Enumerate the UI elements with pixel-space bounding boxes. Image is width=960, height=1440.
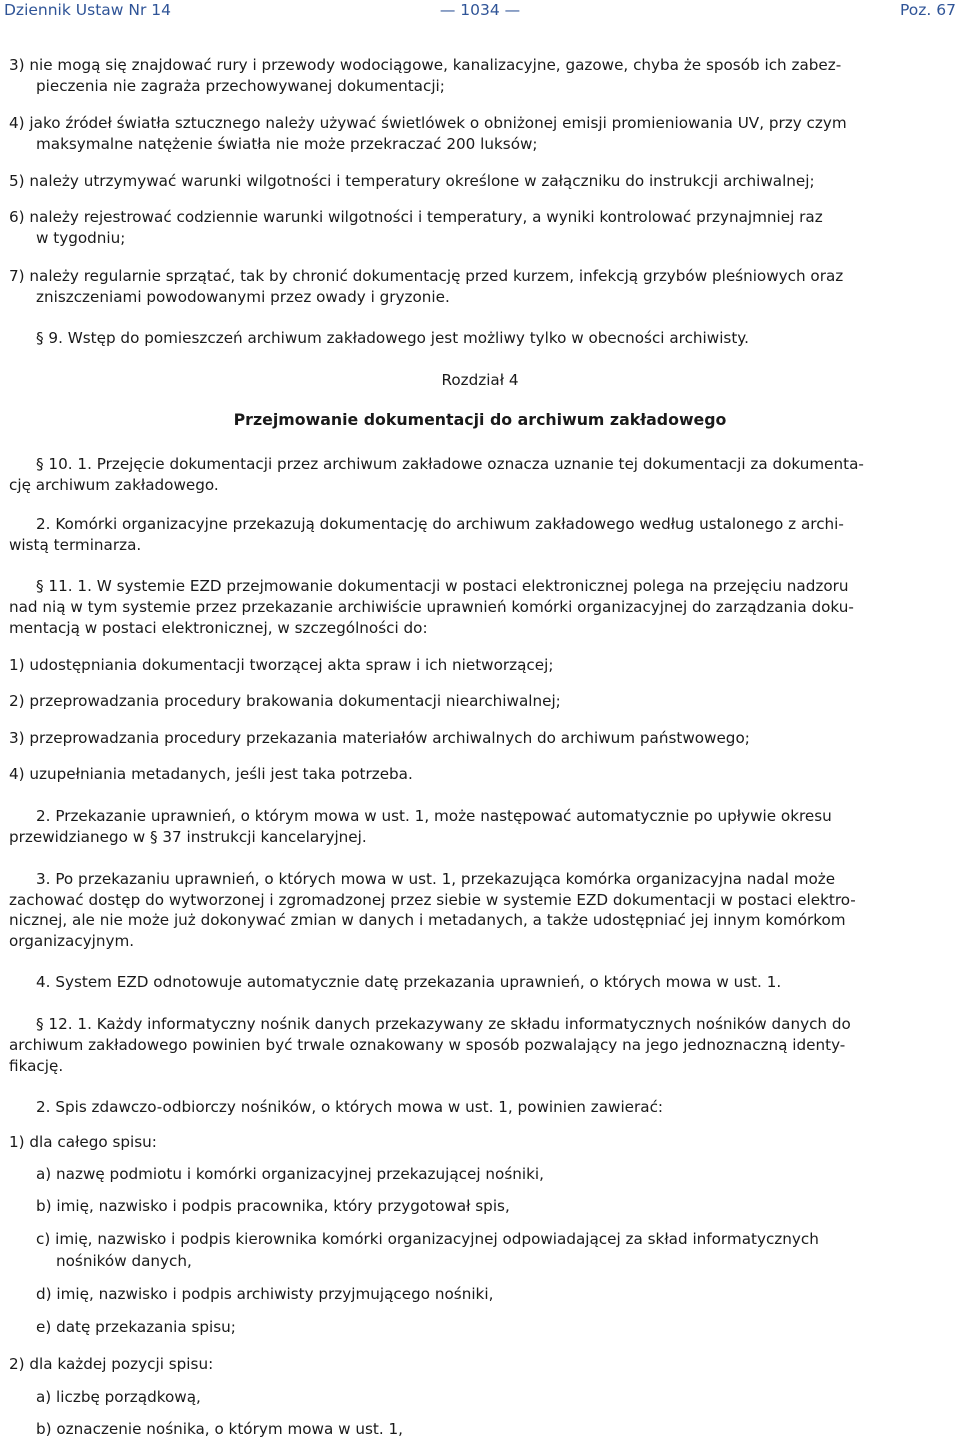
- chapter-number: Rozdział 4: [441, 371, 519, 389]
- list-item: 3) przeprowadzania procedury przekazania materiałów archiwalnych do archiwum państwowego;: [9, 729, 750, 747]
- list-subitem: c) imię, nazwisko i podpis kierownika komórki organizacyjnej odpowiadającej za skład informatycznych: [36, 1230, 819, 1248]
- list-subitem: d) imię, nazwisko i podpis archiwisty przyjmującego nośniki,: [36, 1285, 494, 1303]
- text-line: nad nią w tym systemie przez przekazanie archiwiście uprawnień komórki organizacyjnej do zarządzania doku-: [9, 598, 854, 616]
- list-subitem: e) datę przekazania spisu;: [36, 1318, 236, 1336]
- list-subitem: b) imię, nazwisko i podpis pracownika, który przygotował spis,: [36, 1197, 510, 1215]
- text-line: § 12. 1. Każdy informatyczny nośnik danych przekazywany ze składu informatycznych nośników danych do: [36, 1015, 851, 1033]
- text-line: w tygodniu;: [36, 229, 126, 247]
- text-line: zniszczeniami powodowanymi przez owady i gryzonie.: [36, 288, 450, 306]
- text-line: pieczenia nie zagraża przechowywanej dokumentacji;: [36, 77, 445, 95]
- text-line: 2. Komórki organizacyjne przekazują dokumentację do archiwum zakładowego według ustalonego z archi-: [36, 515, 844, 533]
- chapter-title: Przejmowanie dokumentacji do archiwum zakładowego: [233, 410, 727, 429]
- text-line: maksymalne natężenie światła nie może przekraczać 200 luksów;: [36, 135, 538, 153]
- page-header: [0, 0, 960, 22]
- position-number: Poz. 67: [900, 1, 956, 19]
- text-line: zachować dostęp do wytworzonej i zgromadzonej przez siebie w systemie EZD dokumentacji w postaci elektro-: [9, 891, 856, 909]
- list-item: 2) dla każdej pozycji spisu:: [9, 1355, 214, 1373]
- list-subitem: b) oznaczenie nośnika, o którym mowa w ust. 1,: [36, 1420, 403, 1438]
- text-line: wistą terminarza.: [9, 536, 142, 554]
- list-item: 4) uzupełniania metadanych, jeśli jest taka potrzeba.: [9, 765, 413, 783]
- text-line: nicznej, ale nie może już dokonywać zmian w danych i metadanych, a także udostępniać jej innym komórkom: [9, 911, 846, 929]
- page-number: — 1034 —: [439, 1, 521, 19]
- text-line: mentacją w postaci elektronicznej, w szczególności do:: [9, 619, 428, 637]
- text-line: 4. System EZD odnotowuje automatycznie datę przekazania uprawnień, o których mowa w ust. 1.: [36, 973, 782, 991]
- text-line: 2. Przekazanie uprawnień, o którym mowa w ust. 1, może następować automatycznie po upływie okresu: [36, 807, 832, 825]
- text-line: § 11. 1. W systemie EZD przejmowanie dokumentacji w postaci elektronicznej polega na przejęciu nadzoru: [36, 577, 849, 595]
- list-item: 2) przeprowadzania procedury brakowania dokumentacji niearchiwalnej;: [9, 692, 561, 710]
- journal-title: Dziennik Ustaw Nr 14: [4, 1, 171, 19]
- text-line: 5) należy utrzymywać warunki wilgotności i temperatury określone w załączniku do instrukcji archiwalnej;: [9, 172, 815, 190]
- text-line: cję archiwum zakładowego.: [9, 476, 219, 494]
- text-line: organizacyjnym.: [9, 932, 135, 950]
- text-line: § 10. 1. Przejęcie dokumentacji przez archiwum zakładowe oznacza uznanie tej dokumentacji za dokumenta-: [36, 455, 864, 473]
- list-item: 1) dla całego spisu:: [9, 1133, 157, 1151]
- section-paragraph: § 9. Wstęp do pomieszczeń archiwum zakładowego jest możliwy tylko w obecności archiwisty.: [36, 329, 749, 347]
- text-line: przewidzianego w § 37 instrukcji kancelaryjnej.: [9, 828, 367, 846]
- text-line: archiwum zakładowego powinien być trwale oznakowany w sposób pozwalający na jego jednoznaczną identy-: [9, 1036, 846, 1054]
- text-line: 3) nie mogą się znajdować rury i przewody wodociągowe, kanalizacyjne, gazowe, chyba że sposób ich zabez-: [9, 56, 842, 74]
- text-line: fikację.: [9, 1057, 64, 1075]
- text-line: 3. Po przekazaniu uprawnień, o których mowa w ust. 1, przekazująca komórka organizacyjna nadal może: [36, 870, 836, 888]
- list-item: 1) udostępniania dokumentacji tworzącej akta spraw i ich nietworzącej;: [9, 656, 554, 674]
- text-line: 6) należy rejestrować codziennie warunki wilgotności i temperatury, a wyniki kontrolować przynajmniej raz: [9, 208, 823, 226]
- text-line: 2. Spis zdawczo-odbiorczy nośników, o których mowa w ust. 1, powinien zawierać:: [36, 1098, 664, 1116]
- text-line: 7) należy regularnie sprzątać, tak by chronić dokumentację przed kurzem, infekcją grzybów pleśniowych oraz: [9, 267, 844, 285]
- list-subitem: a) liczbę porządkową,: [36, 1388, 201, 1406]
- list-subitem: a) nazwę podmiotu i komórki organizacyjnej przekazującej nośniki,: [36, 1165, 544, 1183]
- text-line: 4) jako źródeł światła sztucznego należy używać świetlówek o obniżonej emisji promieniowania UV, przy czym: [9, 114, 847, 132]
- list-subitem-continued: nośników danych,: [56, 1252, 192, 1270]
